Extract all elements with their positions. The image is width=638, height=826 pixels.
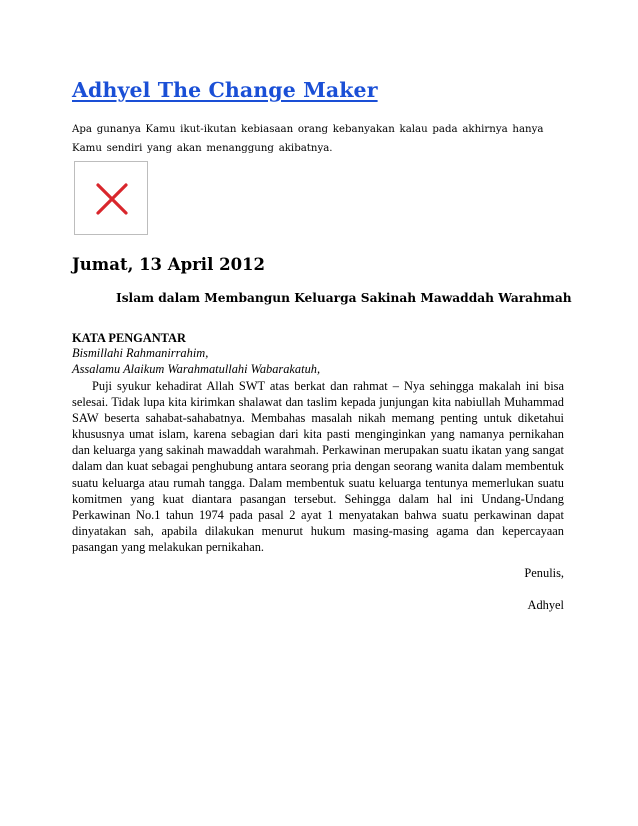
blog-description: Apa gunanya Kamu ikut-ikutan kebiasaan orang kebanyakan kalau pada akhirnya hanya Kamu sendiri yang akan menanggung akibatnya. bbox=[72, 124, 544, 154]
signature-label: Penulis, bbox=[524, 566, 564, 580]
blog-title-link[interactable]: Adhyel The Change Maker bbox=[72, 78, 378, 102]
greeting-bismillah: Bismillahi Rahmanirrahim, bbox=[72, 346, 209, 360]
greeting-salam: Assalamu Alaikum Warahmatullahi Wabarakatuh, bbox=[72, 362, 321, 376]
section-heading: KATA PENGANTAR bbox=[72, 331, 186, 345]
post-title: Islam dalam Membangun Keluarga Sakinah Mawaddah Warahmah bbox=[116, 291, 572, 305]
post-date: Jumat, 13 April 2012 bbox=[72, 255, 266, 274]
body-paragraph: Puji syukur kehadirat Allah SWT atas berkat dan rahmat – Nya sehingga makalah ini bisa selesai. Tidak lupa kita kirimkan shalawat dan taslim kepada junjungan kita nabiullah Muhammad SAW beserta sahabat-sahabatnya. Membahas masalah nikah memang penting untuk diketahui khususnya umat islam, karena sebagian dari kita pasti menginginkan yang namanya pernikahan dan keluarga yang sakinah mawaddah warahmah. Perkawinan merupakan suatu ikatan yang sangat dalam dan kuat sebagai penghubung antara seorang pria dengan seorang wanita dalam membentuk suatu keluarga atau rumah tangga. Dalam membentuk suatu keluarga tentunya memerlukan suatu komitmen yang kuat diantara pasangan tersebut. Sehingga dalam hal ini Undang-Undang Perkawinan No.1 tahun 1974 pada pasal 2 ayat 1 menyatakan bahwa suatu perkawinan dapat dinyatakan sah, apabila dilakukan menurut hukum masing-masing agama dan kepercayaan pasangan yang melakukan pernikahan. bbox=[72, 379, 564, 554]
broken-image-placeholder bbox=[74, 161, 148, 235]
signature-name: Adhyel bbox=[527, 598, 564, 612]
close-icon bbox=[95, 182, 129, 216]
